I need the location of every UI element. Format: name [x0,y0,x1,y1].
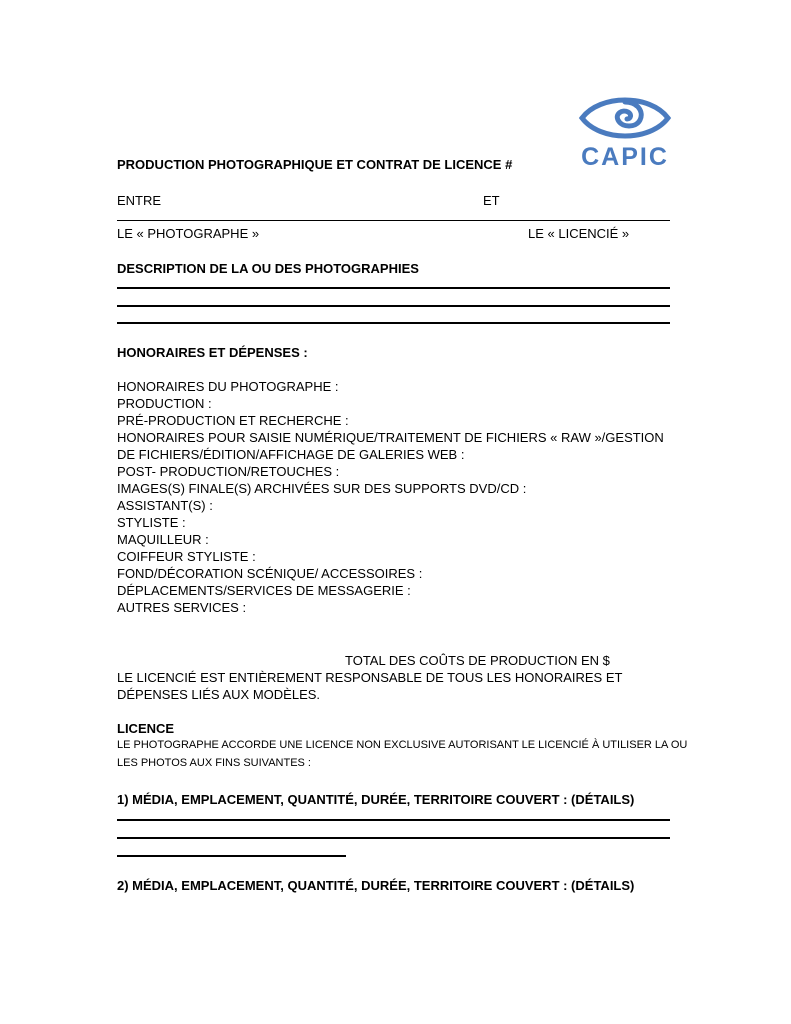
fee-item: PRODUCTION : [117,396,212,411]
fee-item: MAQUILLEUR : [117,532,209,547]
clause-2-heading: 2) MÉDIA, EMPLACEMENT, QUANTITÉ, DURÉE, TERRITOIRE COUVERT : (DÉTAILS) [117,878,635,893]
responsibility-line-2: DÉPENSES LIÉS AUX MODÈLES. [117,687,321,702]
fee-item: FOND/DÉCORATION SCÉNIQUE/ ACCESSOIRES : [117,566,423,581]
fees-list [117,378,664,616]
clause-1-line-2 [117,837,670,839]
responsibility-line-1: LE LICENCIÉ EST ENTIÈREMENT RESPONSABLE DE TOUS LES HONORAIRES ET [117,670,623,685]
fee-item: IMAGES(S) FINALE(S) ARCHIVÉES SUR DES SUPPORTS DVD/CD : [117,481,527,496]
total-costs-label: TOTAL DES COÛTS DE PRODUCTION EN $ [345,653,610,668]
description-line-3 [117,322,670,324]
fee-item: HONORAIRES POUR SAISIE NUMÉRIQUE/TRAITEMENT DE FICHIERS « RAW »/GESTION [117,430,664,445]
fee-item: ASSISTANT(S) : [117,498,213,513]
clause-1-line-3 [117,855,346,857]
licence-heading: LICENCE [117,721,175,736]
fee-item: POST- PRODUCTION/RETOUCHES : [117,464,340,479]
photographer-label: LE « PHOTOGRAPHE » [117,226,260,241]
fee-item: DÉPLACEMENTS/SERVICES DE MESSAGERIE : [117,583,411,598]
and-label: ET [483,193,500,208]
fees-heading: HONORAIRES ET DÉPENSES : [117,345,308,360]
description-line-1 [117,287,670,289]
parties-signature-line [117,220,670,221]
fee-item: STYLISTE : [117,515,186,530]
fee-item: PRÉ-PRODUCTION ET RECHERCHE : [117,413,349,428]
fee-item: COIFFEUR STYLISTE : [117,549,256,564]
between-label: ENTRE [117,193,162,208]
fee-item: AUTRES SERVICES : [117,600,247,615]
licensee-label: LE « LICENCIÉ » [528,226,630,241]
clause-1-line-1 [117,819,670,821]
fee-item: HONORAIRES DU PHOTOGRAPHE : [117,379,339,394]
description-line-2 [117,305,670,307]
clause-1-heading: 1) MÉDIA, EMPLACEMENT, QUANTITÉ, DURÉE, TERRITOIRE COUVERT : (DÉTAILS) [117,792,635,807]
logo-wordmark: CAPIC [581,143,669,171]
licence-text-line-1: LE PHOTOGRAPHE ACCORDE UNE LICENCE NON EXCLUSIVE AUTORISANT LE LICENCIÉ À UTILISER LA OU [117,739,688,751]
description-heading: DESCRIPTION DE LA OU DES PHOTOGRAPHIES [117,261,419,276]
page-title: PRODUCTION PHOTOGRAPHIQUE ET CONTRAT DE LICENCE # [117,157,513,172]
fee-item: DE FICHIERS/ÉDITION/AFFICHAGE DE GALERIES WEB : [117,447,465,462]
licence-text-line-2: LES PHOTOS AUX FINS SUIVANTES : [117,757,311,769]
